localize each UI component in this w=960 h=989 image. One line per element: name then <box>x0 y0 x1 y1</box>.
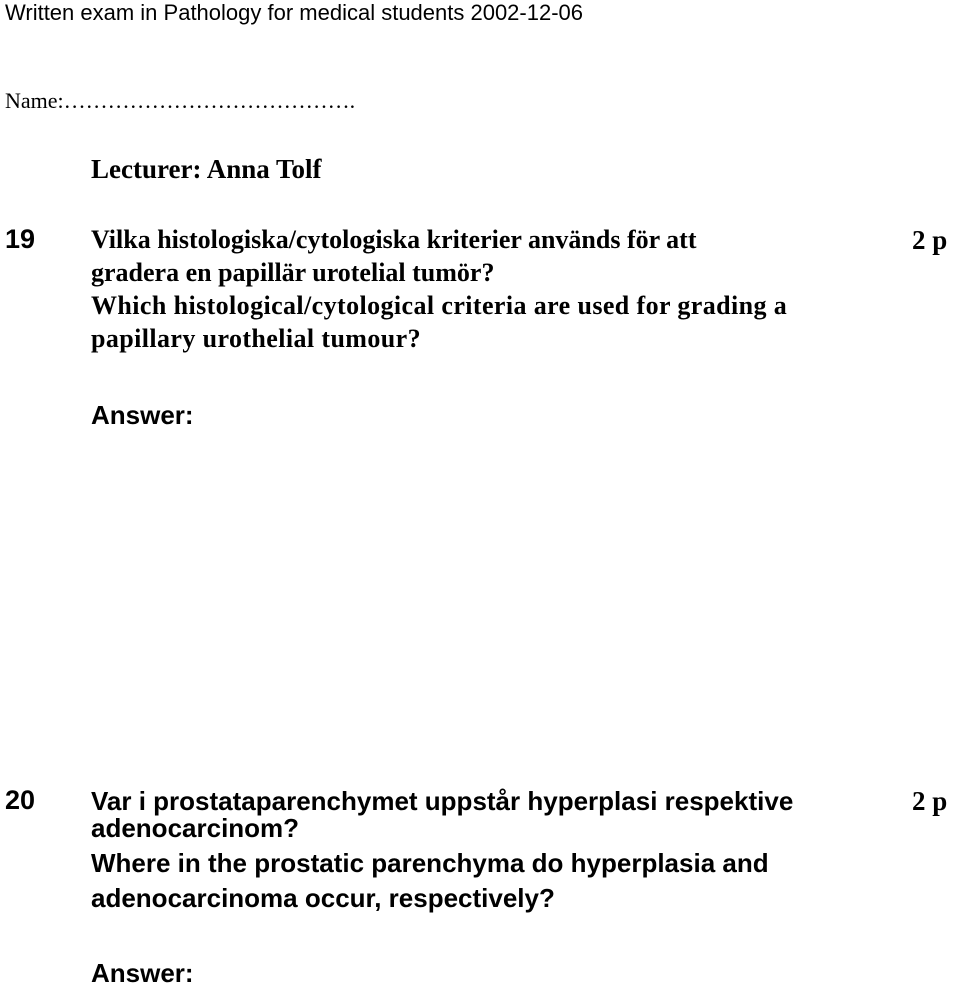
question-20-swedish-line-1: Var i prostataparenchymet uppstår hyperplasi respektive <box>91 786 794 816</box>
question-20-number: 20 <box>5 785 36 815</box>
question-19-answer-label: Answer: <box>91 400 194 430</box>
question-20-answer-label: Answer: <box>91 958 194 988</box>
question-19-points: 2 p <box>912 225 948 255</box>
question-19-text <box>91 223 891 355</box>
question-20-text <box>91 784 891 916</box>
name-field-label: Name:…………………………………. <box>5 88 356 113</box>
question-20-english-line-1: Where in the prostatic parenchyma do hyperplasia and <box>91 848 769 878</box>
question-19-number: 19 <box>5 224 36 254</box>
question-20-points: 2 p <box>912 786 948 816</box>
question-20-swedish-line-2: adenocarcinom? <box>91 813 300 843</box>
question-19-english-line-1: Which histological/cytological criteria are used for grading a <box>91 291 788 320</box>
question-20-english-line-2: adenocarcinoma occur, respectively? <box>91 883 555 913</box>
question-19-swedish-line-1: Vilka histologiska/cytologiska kriterier används för att <box>91 225 697 254</box>
exam-title: Written exam in Pathology for medical students 2002-12-06 <box>5 0 584 25</box>
lecturer-line: Lecturer: Anna Tolf <box>91 154 322 184</box>
question-19-swedish-line-2: gradera en papillär urotelial tumör? <box>91 258 495 287</box>
question-19-english-line-2: papillary urothelial tumour? <box>91 324 421 353</box>
